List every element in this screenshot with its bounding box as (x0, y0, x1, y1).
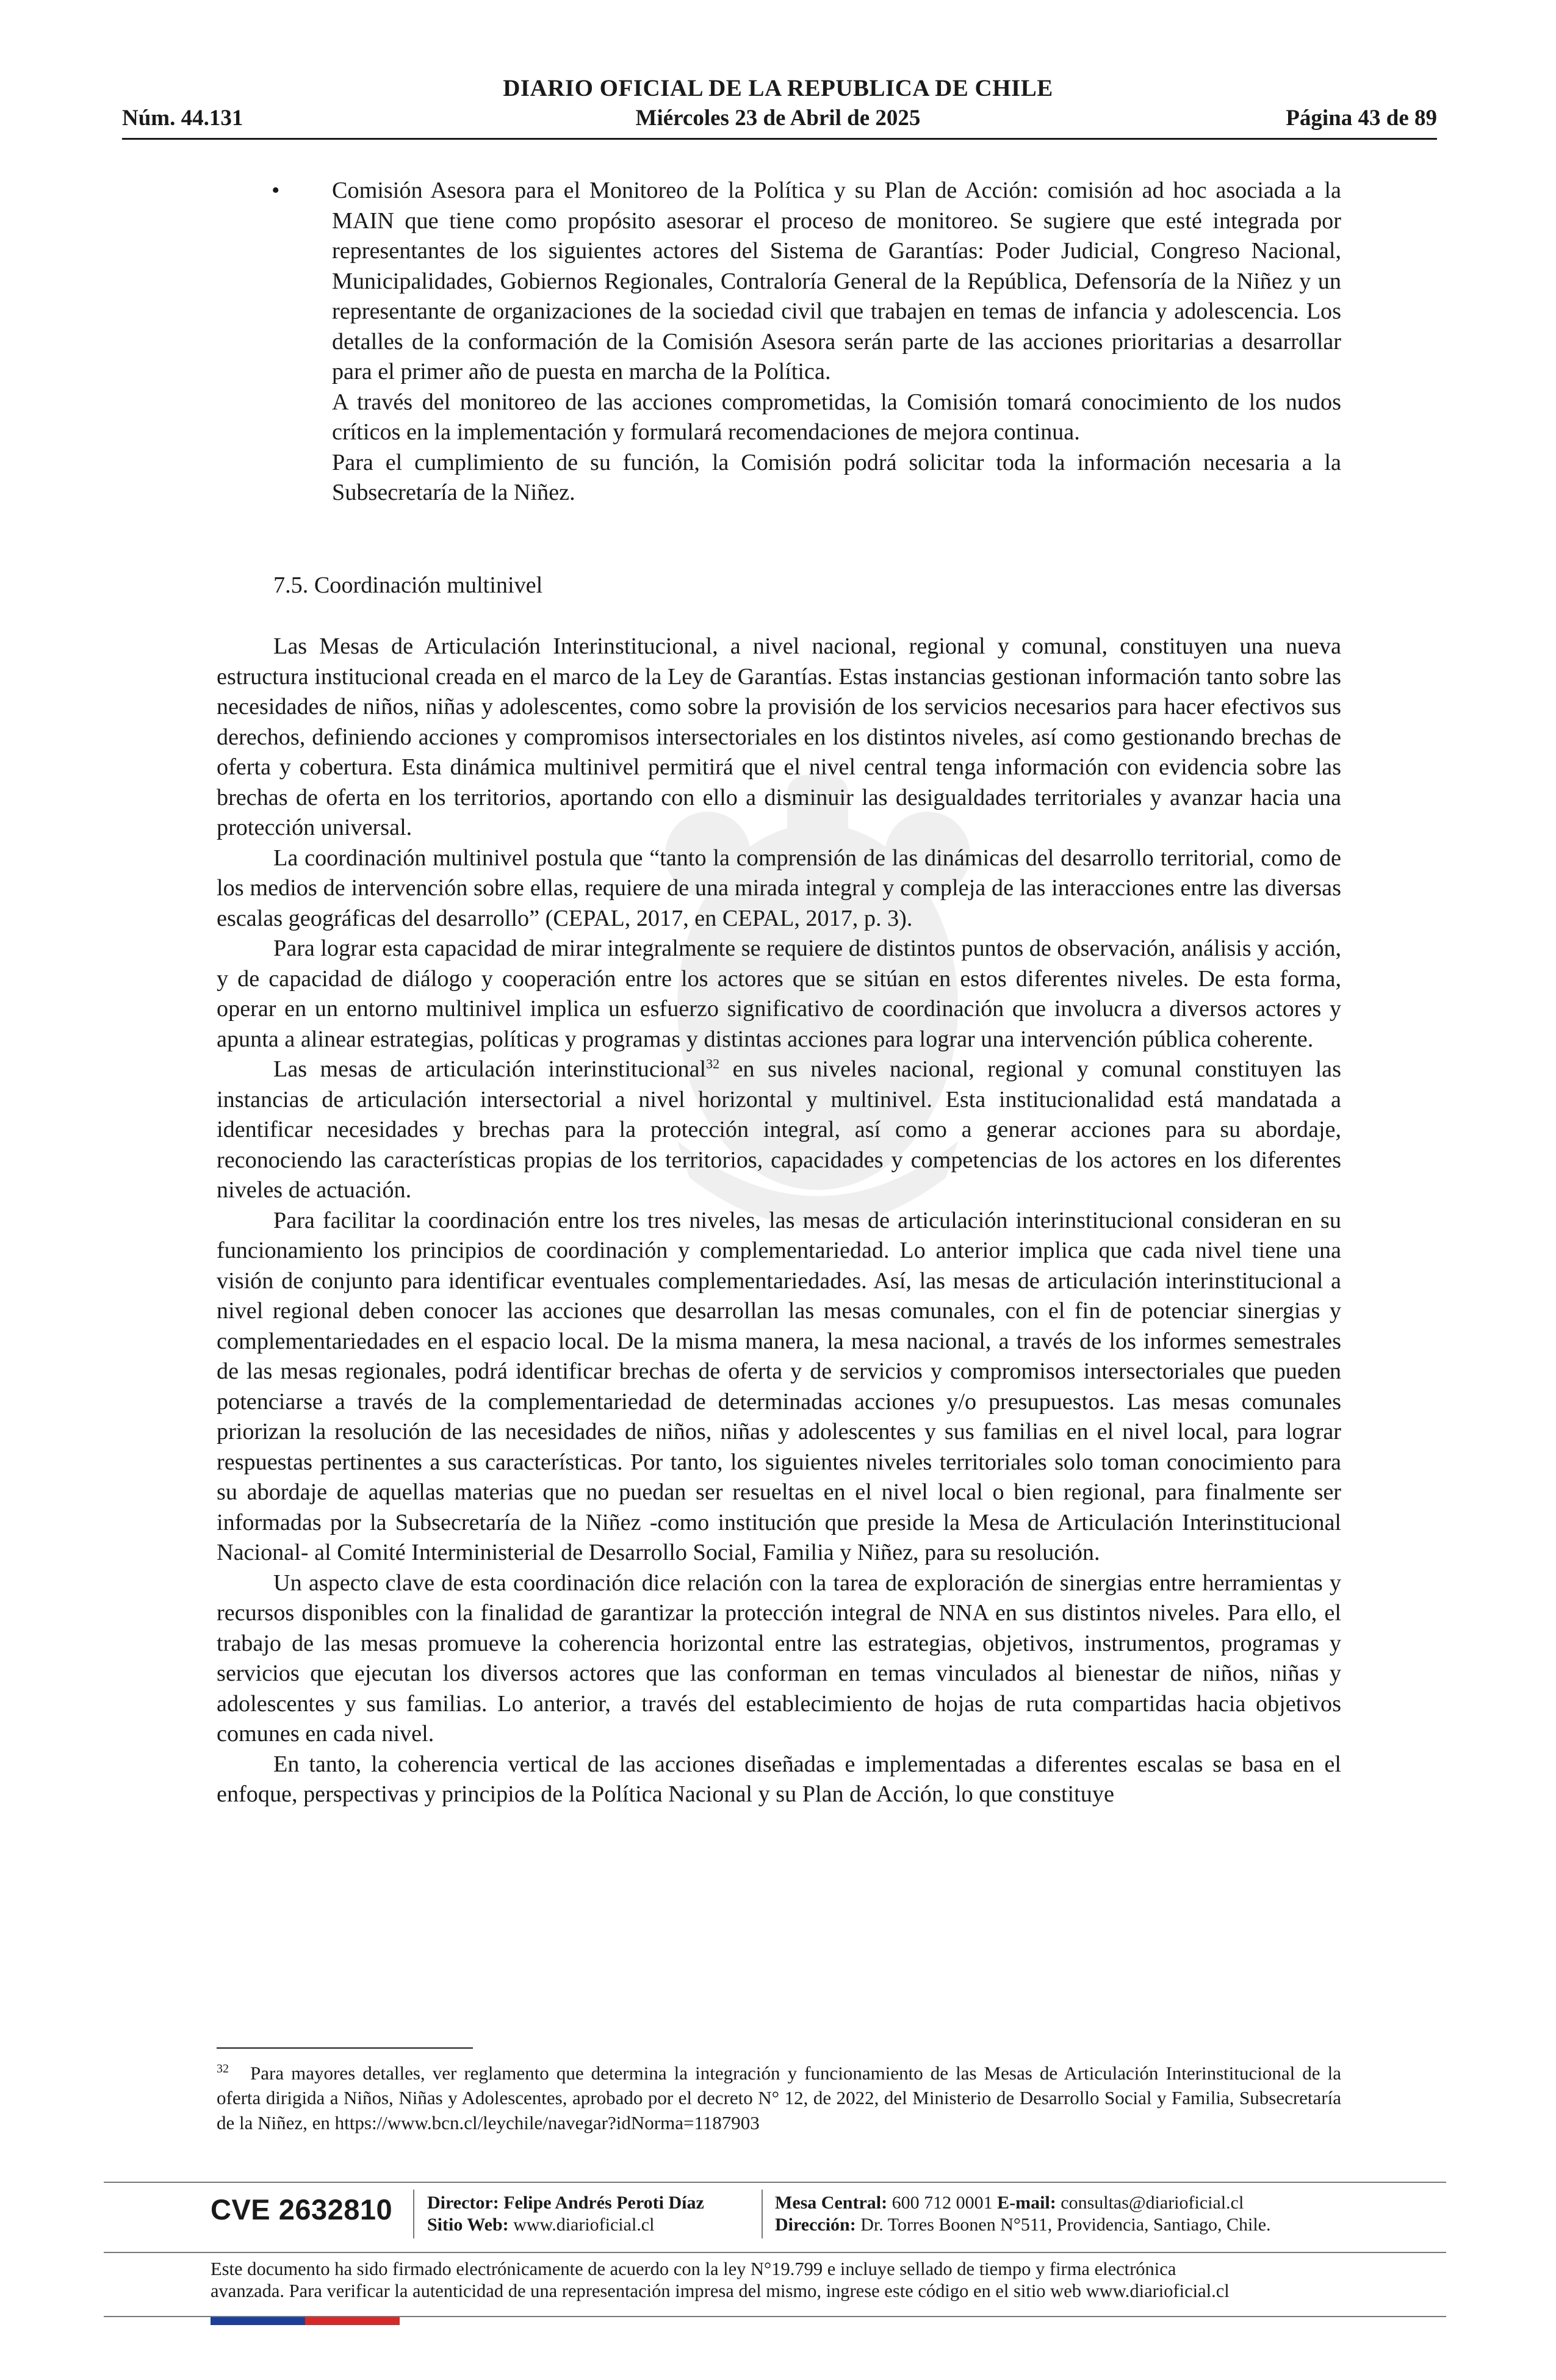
publication-date: Miércoles 23 de Abril de 2025 (635, 106, 921, 131)
bullet-item (273, 176, 1341, 508)
bullet-paragraph: Para el cumplimiento de su función, la Comisión podrá solicitar toda la información necesaria a la Subsecretaría de la Niñez. (332, 449, 1341, 505)
paragraph: Para facilitar la coordinación entre los tres niveles, las mesas de articulación interinstitucional consideran en su funcionamiento los principios de coordinación y complementariedad. Lo anterior implica que cada nivel tiene una visión de conjunto para identificar eventuales complementariedades. Así, las mesas de articulación interinstitucional a nivel regional deben conocer las acciones que desarrollan las mesas comunales, con el fin de potenciar sinergias y complementariedades en el espacio local. De la misma manera, la mesa nacional, a través de los informes semestrales de las mesas regionales, podrá identificar brechas de oferta y de servicios y compromisos intersectoriales que pueden potenciarse a través de la complementariedad de determinadas acciones y/o presupuestos. Las mesas comunales priorizan la resolución de las necesidades de niños, niñas y adolescentes y sus familias en el nivel local, para lograr respuestas pertinentes a sus características. Por tanto, los siguientes niveles territoriales solo toman conocimiento para su abordaje de aquellas materias que no puedan ser resueltas en el nivel local o bien regional, para finalmente ser informadas por la Subsecretaría de la Niñez -como institución que preside la Mesa de Articulación Interinstitucional Nacional- al Comité Interministerial de Desarrollo Social, Familia y Niñez, para su resolución. (217, 1207, 1341, 1565)
legal-notice (211, 2258, 1345, 2302)
phone-value: 600 712 0001 (891, 2193, 993, 2213)
paragraph-text: Las mesas de articulación interinstitucional (273, 1056, 707, 1082)
footnote-divider (217, 2047, 473, 2049)
page-number: Página 43 de 89 (1286, 106, 1437, 131)
bullet-paragraph: A través del monitoreo de las acciones comprometidas, la Comisión tomará conocimiento de los nudos críticos en la implementación y formulará recomendaciones de mejora continua. (332, 389, 1341, 445)
footer-director-info (427, 2192, 704, 2236)
website-link[interactable]: www.diarioficial.cl (513, 2215, 655, 2235)
footnote-text: Para mayores detalles, ver reglamento que determina la integración y funcionamiento de las Mesas de Articulación Interinstitucional de la oferta dirigida a Niños, Niñas y Adolescentes, aprobado por el decreto N° 12, de 2022, del Ministerio de Desarrollo Social y Familia, Subsecretaría de la Niñez, en https://www.bcn.cl/leychile/navegar?idNorma=1187903 (217, 2062, 1341, 2134)
paragraph: Para lograr esta capacidad de mirar integralmente se requiere de distintos puntos de observación, análisis y acción, y de capacidad de diálogo y cooperación entre los actores que se sitúan en estos diferentes niveles. De esta forma, operar en un entorno multinivel implica un esfuerzo significativo de coordinación que involucra a diversos actores y apunta a alinear estrategias, políticas y programas y distintas acciones para lograr una intervención pública coherente. (217, 936, 1341, 1052)
flag-blue-segment (211, 2317, 305, 2325)
legal-line: Este documento ha sido firmado electrónicamente de acuerdo con la ley N°19.799 e incluye sellado de tiempo y firma electrónica (211, 2259, 1176, 2279)
phone-label: Mesa Central: (775, 2193, 888, 2213)
header-divider (122, 138, 1437, 140)
footer-contact-info (775, 2192, 1271, 2236)
footnote (217, 2057, 1341, 2135)
paragraph: Las Mesas de Articulación Interinstitucional, a nivel nacional, regional y comunal, constituyen una nueva estructura institucional creada en el marco de la Ley de Garantías. Estas instancias gestionan información tanto sobre las necesidades de niños, niñas y adolescentes, como sobre la provisión de los servicios necesarios para hacer efectivos sus derechos, definiendo acciones y compromisos intersectoriales en los distintos niveles, así como gestionando brechas de oferta y cobertura. Esta dinámica multinivel permitirá que el nivel central tenga información con evidencia sobre las brechas de oferta en los territorios, aportando con ello a disminuir las desigualdades territoriales y avanzar hacia una protección universal. (217, 633, 1341, 840)
paragraph: Un aspecto clave de esta coordinación dice relación con la tarea de exploración de sinergias entre herramientas y recursos disponibles con la finalidad de garantizar la protección integral de NNA en sus distintos niveles. Para ello, el trabajo de las mesas promueve la coherencia horizontal entre las estrategias, objetivos, instrumentos, programas y servicios que ejecutan los diversos actores que las conforman en temas vinculados al bienestar de niños, niñas y adolescentes y sus familias. Lo anterior, a través del establecimiento de hojas de ruta compartidas hacia objetivos comunes en cada nivel. (217, 1570, 1341, 1747)
director-label: Director: (427, 2193, 499, 2213)
email-label: E-mail: (997, 2193, 1056, 2213)
flag-stripe (211, 2317, 400, 2325)
footnote-reference[interactable]: 32 (706, 1056, 720, 1072)
cve-code: CVE 2632810 (211, 2193, 393, 2226)
email-link[interactable]: consultas@diarioficial.cl (1061, 2193, 1244, 2213)
paragraph (217, 1055, 1341, 1206)
section-heading: 7.5. Coordinación multinivel (273, 572, 543, 598)
footer-separator (762, 2190, 763, 2238)
flag-red-segment (305, 2317, 400, 2325)
publication-title: DIARIO OFICIAL DE LA REPUBLICA DE CHILE (503, 75, 1053, 101)
address-label: Dirección: (775, 2215, 856, 2235)
address-value: Dr. Torres Boonen N°511, Providencia, Santiago, Chile. (860, 2215, 1271, 2235)
website-label: Sitio Web: (427, 2215, 509, 2235)
bullet-paragraph: Comisión Asesora para el Monitoreo de la Política y su Plan de Acción: comisión ad hoc asociada a la MAIN que tiene como propósito asesorar el proceso de monitoreo. Se sugiere que esté integrada por representantes de los siguientes actores del Sistema de Garantías: Poder Judicial, Congreso Nacional, Municipalidades, Gobiernos Regionales, Contraloría General de la República, Defensoría de la Niñez y un representante de organizaciones de la sociedad civil que trabajen en temas de infancia y adolescencia. Los detalles de la conformación de la Comisión Asesora serán parte de las acciones prioritarias a desarrollar para el primer año de puesta en marcha de la Política. (332, 178, 1341, 384)
bullet-marker: • (272, 178, 280, 203)
director-name: Felipe Andrés Peroti Díaz (503, 2193, 704, 2213)
issue-number: Núm. 44.131 (122, 106, 243, 131)
paragraph: La coordinación multinivel postula que “tanto la comprensión de las dinámicas del desarrollo territorial, como de los medios de intervención sobre ellas, requiere de una mirada integral y compleja de las interacciones entre las diversas escalas geográficas del desarrollo” (CEPAL, 2017, en CEPAL, 2017, p. 3). (217, 845, 1341, 931)
legal-line: avanzada. Para verificar la autenticidad de una representación impresa del mismo, ingrese este código en el sitio web www.diarioficial.cl (211, 2281, 1230, 2301)
section-body (217, 632, 1341, 1810)
footer-divider (104, 2182, 1446, 2183)
paragraph-text: en sus niveles nacional, regional y comunal constituyen las instancias de articulación intersectorial a nivel horizontal y multinivel. Esta institucionalidad está mandatada a identificar necesidades y brechas para la protección integral, así como a generar acciones para su abordaje, reconociendo las características propias de los territorios, capacidades y competencias de los actores en los diferentes niveles de actuación. (217, 1056, 1341, 1203)
paragraph: En tanto, la coherencia vertical de las acciones diseñadas e implementadas a diferentes escalas se basa en el enfoque, perspectivas y principios de la Política Nacional y su Plan de Acción, lo que constituye (217, 1751, 1341, 1807)
footer-divider (104, 2252, 1446, 2253)
footnote-number: 32 (217, 2062, 229, 2075)
footer-separator (413, 2190, 414, 2238)
